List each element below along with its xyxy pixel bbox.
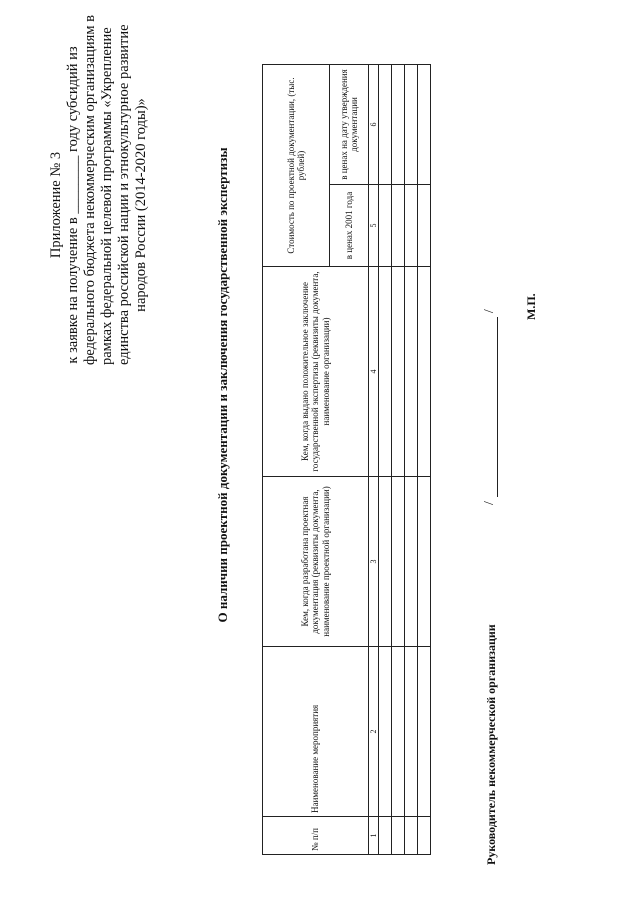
- table-row: [405, 65, 418, 855]
- table-cell[interactable]: [392, 817, 405, 855]
- header-row-1: [263, 65, 330, 855]
- table-cell[interactable]: [392, 65, 405, 185]
- header-cost: Стоимость по проектной документации, (тыс. рублей): [263, 65, 330, 267]
- heading-line-2: к заявке на получение в ________ году субсидий из: [65, 46, 81, 364]
- column-number: 1: [369, 817, 379, 855]
- table-cell[interactable]: [392, 185, 405, 267]
- table-cell[interactable]: [392, 647, 405, 817]
- project-documentation-table: [262, 64, 431, 855]
- signature-blank[interactable]: [485, 317, 498, 497]
- header-cost-current: в ценах на дату утверждения документации: [330, 65, 369, 185]
- table-cell[interactable]: [418, 267, 431, 477]
- heading-line-5: единства российской нации и этнокультурное развитие: [116, 24, 132, 365]
- table-row: [379, 65, 392, 855]
- heading-line-4: рамках федеральной целевой программы «Укрепление: [99, 27, 115, 365]
- heading-line-6: народов России (2014-2020 годы)»: [133, 98, 149, 312]
- table-cell[interactable]: [405, 477, 418, 647]
- table-cell[interactable]: [418, 817, 431, 855]
- table-cell[interactable]: [418, 65, 431, 185]
- column-number-row: [369, 65, 379, 855]
- signature-line[interactable]: [482, 285, 498, 505]
- table-cell[interactable]: [405, 267, 418, 477]
- column-number: 2: [369, 647, 379, 817]
- table-cell[interactable]: [379, 267, 392, 477]
- appendix-heading: [48, 15, 150, 365]
- header-cost-2001: в ценах 2001 года: [330, 185, 369, 267]
- table-cell[interactable]: [379, 477, 392, 647]
- heading-line-1: Приложение № 3: [48, 151, 64, 259]
- heading-line-3: федерального бюджета некоммерческим организациям в: [82, 15, 98, 365]
- signature-label: Руководитель некоммерческой организации: [484, 624, 498, 865]
- table-cell[interactable]: [405, 647, 418, 817]
- table-cell[interactable]: [405, 185, 418, 267]
- signature-separator: /: [482, 309, 497, 314]
- table-cell[interactable]: [379, 647, 392, 817]
- table-cell[interactable]: [405, 817, 418, 855]
- column-number: 6: [369, 65, 379, 185]
- header-developer: Кем, когда разработана проектная документация (реквизиты документа, наименование проектной организации): [263, 477, 369, 647]
- stamp-label: М.П.: [524, 293, 538, 320]
- column-number: 5: [369, 185, 379, 267]
- table-cell[interactable]: [379, 817, 392, 855]
- column-number: 3: [369, 477, 379, 647]
- table-row: [418, 65, 431, 855]
- table-cell[interactable]: [418, 477, 431, 647]
- table-cell[interactable]: [418, 647, 431, 817]
- header-number: № п/п: [263, 817, 369, 855]
- header-event-name: Наименование мероприятия: [263, 647, 369, 817]
- signature-separator: /: [482, 501, 497, 505]
- table-cell[interactable]: [418, 185, 431, 267]
- table-cell[interactable]: [392, 477, 405, 647]
- header-expertise: Кем, когда выдано положительное заключение государственной экспертизы (реквизиты документа, наименование организации): [263, 267, 369, 477]
- table-cell[interactable]: [379, 185, 392, 267]
- table-cell[interactable]: [392, 267, 405, 477]
- table-cell[interactable]: [379, 65, 392, 185]
- column-number: 4: [369, 267, 379, 477]
- section-title: О наличии проектной документации и заключения государственной экспертизы: [215, 147, 230, 623]
- table-row: [392, 65, 405, 855]
- table-cell[interactable]: [405, 65, 418, 185]
